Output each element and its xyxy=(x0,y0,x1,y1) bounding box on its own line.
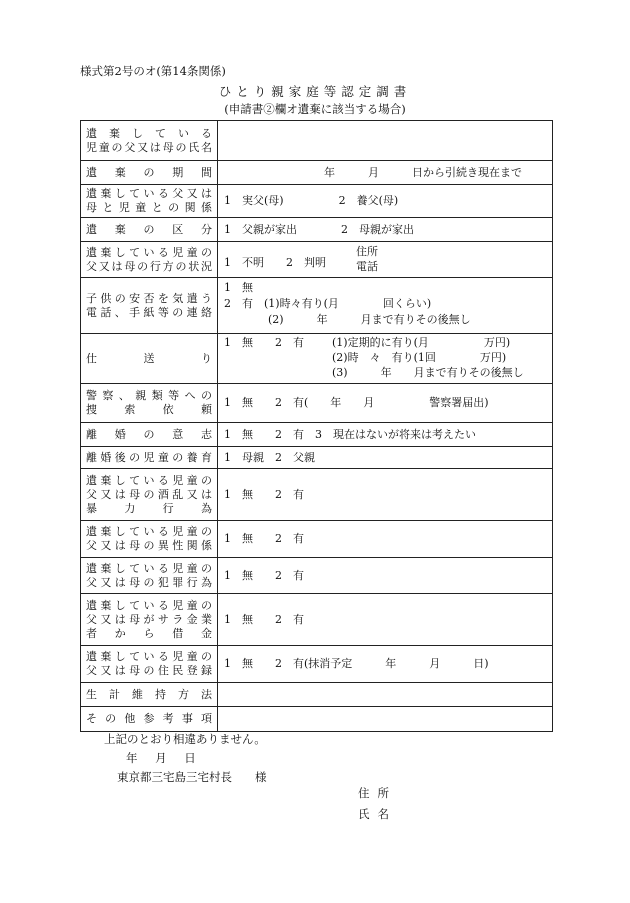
row-label xyxy=(81,384,218,423)
table-row xyxy=(81,594,553,646)
row-value[interactable] xyxy=(218,423,553,447)
value-line: 電話 xyxy=(356,260,378,273)
value-line: 1 無 2 有 xyxy=(224,568,304,582)
row-value[interactable] xyxy=(218,121,553,161)
row-label xyxy=(81,469,218,521)
table-row xyxy=(81,469,553,521)
label-line: 遺棄している児童の xyxy=(86,598,212,612)
row-label xyxy=(81,594,218,646)
row-value[interactable] xyxy=(218,384,553,423)
value-line: 1 無 2 有( 年 月 警察署届出) xyxy=(224,396,489,409)
value-line: 1 無 2 有 xyxy=(224,487,304,501)
row-label xyxy=(81,218,218,242)
confirmation-statement: 上記のとおり相違ありません。 xyxy=(104,732,266,746)
table-row xyxy=(81,185,553,218)
name-label: 氏名 xyxy=(358,807,397,821)
row-label xyxy=(81,447,218,469)
label-line: 生計維持方法 xyxy=(86,687,212,701)
label-line: 遺棄の期間 xyxy=(86,165,212,179)
label-line: 電話、手紙等の連絡 xyxy=(86,305,212,319)
label-line: その他参考事項 xyxy=(86,712,212,725)
value-line: 2 有 (1)時々有り(月 回くらい) xyxy=(224,297,432,310)
row-label xyxy=(81,646,218,683)
value-line: 住所 xyxy=(356,245,378,258)
row-value[interactable] xyxy=(218,646,553,683)
row-value[interactable] xyxy=(218,469,553,521)
document-subtitle: (申請書②欄オ遺棄に該当する場合) xyxy=(224,102,406,116)
row-value[interactable] xyxy=(218,242,553,278)
table-row xyxy=(81,384,553,423)
label-line: 父又は母の酒乱又は xyxy=(86,487,212,501)
date-line[interactable]: 年 月 日 xyxy=(126,751,196,765)
label-line: 暴力行為 xyxy=(86,501,212,515)
row-value[interactable] xyxy=(218,278,553,334)
table-row xyxy=(81,161,553,185)
label-line: 遺棄している児童の xyxy=(86,650,212,663)
label-line: 遺棄している父又は xyxy=(86,187,212,200)
table-row xyxy=(81,278,553,334)
row-label xyxy=(81,707,218,732)
label-line: 離婚後の児童の養育 xyxy=(86,450,212,464)
value-line: 1 無 2 有 3 現在はないが将来は考えたい xyxy=(224,427,476,441)
label-line: 子供の安否を気遣う xyxy=(86,291,212,305)
label-line: 者から借金 xyxy=(86,626,212,640)
table-row xyxy=(81,707,553,732)
row-value[interactable] xyxy=(218,334,553,384)
addressee: 東京都三宅島三宅村長 様 xyxy=(117,770,267,784)
survey-table xyxy=(80,120,553,732)
row-label xyxy=(81,423,218,447)
row-label xyxy=(81,185,218,218)
row-value[interactable] xyxy=(218,161,553,185)
label-line: 母と児童との関係 xyxy=(86,201,212,214)
row-value[interactable] xyxy=(218,707,553,732)
value-line: 1 無 xyxy=(224,281,253,294)
value-line: 1 無 2 有 xyxy=(224,336,304,349)
row-label xyxy=(81,683,218,707)
label-line: 父又は母がサラ金業 xyxy=(86,612,212,626)
table-row xyxy=(81,683,553,707)
label-line: 遺棄している xyxy=(86,126,212,140)
value-line: 1 実父(母) 2 養父(母) xyxy=(224,194,399,207)
label-line: 遺棄している児童の xyxy=(86,525,212,538)
label-line: 離婚の意志 xyxy=(86,427,212,441)
table-row xyxy=(81,447,553,469)
document-title: ひとり親家庭等認定調書 xyxy=(218,84,412,99)
row-value[interactable] xyxy=(218,594,553,646)
row-label xyxy=(81,521,218,558)
table-row xyxy=(81,121,553,161)
value-line: 1 無 2 有 xyxy=(224,532,304,545)
value-line: 1 母親 2 父親 xyxy=(224,450,315,464)
row-value[interactable] xyxy=(218,185,553,218)
value-line: 1 無 2 有(抹消予定 年 月 日) xyxy=(224,657,489,670)
form-number: 様式第2号のオ(第14条関係) xyxy=(80,64,226,78)
table-row xyxy=(81,242,553,278)
label-line: 父又は母の犯罪行為 xyxy=(86,575,212,589)
table-row xyxy=(81,558,553,594)
table-row xyxy=(81,334,553,384)
value-line: (3) 年 月まで有りその後無し xyxy=(332,366,524,379)
value-line: (2) 年 月まで有りその後無し xyxy=(268,313,471,326)
label-line: 父又は母の行方の状況 xyxy=(86,259,212,273)
label-line: 遺棄の区分 xyxy=(86,222,212,236)
table-row xyxy=(81,218,553,242)
label-line: 警察、親類等への xyxy=(86,389,212,402)
row-label xyxy=(81,278,218,334)
value-line: 1 父親が家出 2 母親が家出 xyxy=(224,222,414,236)
value-line: (1)定期的に有り(月 万円) xyxy=(332,336,511,349)
label-line: 父又は母の住民登録 xyxy=(86,664,212,677)
row-value[interactable] xyxy=(218,447,553,469)
table-row xyxy=(81,423,553,447)
row-label xyxy=(81,558,218,594)
label-line: 遺棄している児童の xyxy=(86,245,212,259)
row-label xyxy=(81,242,218,278)
value-line: 1 不明 2 判明 xyxy=(224,256,326,269)
label-line: 捜索依頼 xyxy=(86,403,212,416)
label-line: 父又は母の異性関係 xyxy=(86,539,212,552)
row-label xyxy=(81,334,218,384)
row-label xyxy=(81,121,218,161)
label-line: 児童の父又は母の氏名 xyxy=(86,140,212,154)
value-line: 1 無 2 有 xyxy=(224,612,304,626)
label-line: 遺棄している児童の xyxy=(86,561,212,575)
row-value[interactable] xyxy=(218,521,553,558)
row-value[interactable] xyxy=(218,218,553,242)
row-value[interactable] xyxy=(218,558,553,594)
row-value[interactable] xyxy=(218,683,553,707)
value-line: (2)時 々 有り(1回 万円) xyxy=(332,351,507,364)
label-line: 仕送り xyxy=(86,351,212,365)
table-row xyxy=(81,521,553,558)
value-line: 年 月 日から引続き現在まで xyxy=(324,165,522,179)
table-row xyxy=(81,646,553,683)
row-label xyxy=(81,161,218,185)
address-label: 住所 xyxy=(358,786,397,800)
label-line: 遺棄している児童の xyxy=(86,473,212,487)
